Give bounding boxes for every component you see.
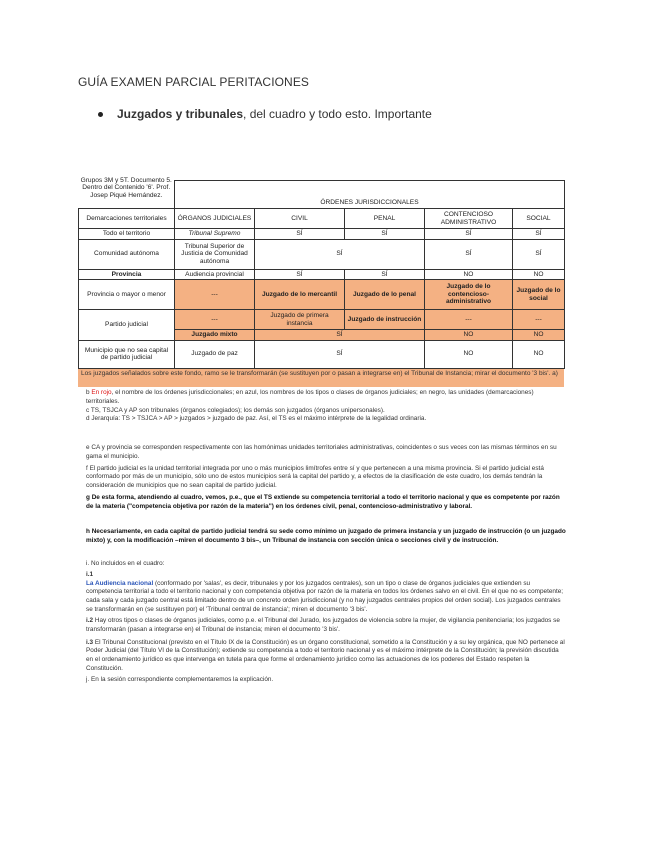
table-group-header: ÓRDENES JURISDICCIONALES xyxy=(175,181,565,209)
note-h-text: Necesariamente, en cada capital de partido judicial tendrá su sede como mínimo un juzgado de primera instancia y un juzgado de instrucción (o un juzgado mixto) y, con la modificación –miren el documento 3 bis–, un Tribunal de instancia con sección única o secciones civil y de instrucción. xyxy=(86,528,566,544)
note-d xyxy=(86,415,566,424)
table-row xyxy=(79,269,565,280)
table-row xyxy=(79,239,565,269)
cell-organo: Tribunal Supremo xyxy=(175,229,255,240)
col-header-social: SOCIAL xyxy=(513,209,565,229)
cell-social: SÍ xyxy=(513,239,565,269)
cell-penal: SÍ xyxy=(345,269,425,280)
note-f-label: f xyxy=(86,464,88,472)
cell-demarc: Comunidad autónoma xyxy=(79,239,175,269)
cell-penal: Juzgado de lo penal xyxy=(345,280,425,310)
notes-block-1 xyxy=(86,389,566,424)
cell-contencioso: --- xyxy=(425,310,513,330)
bullet-rest-text: , del cuadro y todo esto. Importante xyxy=(243,107,432,121)
cell-contencioso: NO xyxy=(425,340,513,368)
jurisdiction-table xyxy=(78,168,565,369)
note-c-label: c xyxy=(86,406,90,414)
cell-organo: --- xyxy=(175,280,255,310)
cell-contencioso: Juzgado de lo contencioso-administrativo xyxy=(425,280,513,310)
cell-penal: SÍ xyxy=(345,229,425,240)
note-i1 xyxy=(86,571,566,615)
table-row xyxy=(79,280,565,310)
note-i3-label: i.3 xyxy=(86,638,94,646)
note-j: j. En la sesión correspondiente complementaremos la explicación. xyxy=(86,675,274,683)
note-e-label: e xyxy=(86,444,90,451)
note-g xyxy=(86,494,566,512)
col-header-organos: ÓRGANOS JUDICIALES xyxy=(175,209,255,229)
cell-social: NO xyxy=(513,269,565,280)
cell-demarc: Provincia o mayor o menor xyxy=(79,280,175,310)
col-header-civil: CIVIL xyxy=(255,209,345,229)
table-caption: Grupos 3M y 5T. Documento 5. Dentro del Contenido '6'. Prof. Josep Piqué Hernández. xyxy=(80,176,172,199)
cell-contencioso: SÍ xyxy=(425,239,513,269)
cell-organo: Tribunal Superior de Justicia de Comunidad autónoma xyxy=(175,239,255,269)
note-b-label: b xyxy=(86,389,90,396)
notes-block-3 xyxy=(86,528,566,546)
note-i3 xyxy=(86,639,566,674)
cell-civil-penal: SÍ xyxy=(255,239,425,269)
cell-social: SÍ xyxy=(513,229,565,240)
strip-text: Los juzgados señalados sobre este fondo, ramo se le transformarán (se sustituyen por o pasan a integrarse en) el Tribunal de Instancia; mirar el documento '3 bis'. xyxy=(81,370,551,377)
note-d-text: Jerarquía: TS > TSJCA > AP > juzgados > juzgado de paz. Así, el TS es el máximo intérprete de la legalidad ordinaria. xyxy=(91,415,427,423)
note-i2-text: Hay otros tipos o clases de órganos judiciales, como p.e. el Tribunal del Jurado, los juzgados de violencia sobre la mujer, de vigilancia penitenciaria; los juzgados se transformarán (pasan a integrarse en) el Tribunal de instancia; miren el documento '3 bis'. xyxy=(86,616,560,633)
note-f xyxy=(86,465,566,491)
cell-social: NO xyxy=(513,340,565,368)
cell-civil: Juzgado de primera instancia xyxy=(255,310,345,330)
cell-civil: Juzgado de lo mercantil xyxy=(255,280,345,310)
note-c xyxy=(86,407,566,416)
cell-civil: SÍ xyxy=(255,269,345,280)
bullet-bold-text: Juzgados y tribunales xyxy=(117,107,244,121)
note-i1-blue: La Audiencia nacional xyxy=(86,579,154,587)
bullet-item xyxy=(98,107,432,121)
cell-civil-penal: SÍ xyxy=(255,340,425,368)
note-i: i. No incluidos en el cuadro: xyxy=(86,560,165,567)
cell-organo: --- xyxy=(175,310,255,330)
note-i2-label: i.2 xyxy=(86,616,94,624)
cell-organo: Juzgado mixto xyxy=(175,330,255,341)
cell-penal: Juzgado de instrucción xyxy=(345,310,425,330)
cell-organo: Juzgado de paz xyxy=(175,340,255,368)
note-d-label: d xyxy=(86,415,90,423)
cell-social: Juzgado de lo social xyxy=(513,280,565,310)
note-b xyxy=(86,389,566,407)
note-i2 xyxy=(86,617,566,635)
note-b-red: En rojo xyxy=(91,389,112,396)
col-header-demarcaciones: Demarcaciones territoriales xyxy=(79,209,175,229)
note-e xyxy=(86,444,566,462)
cell-demarc: Provincia xyxy=(79,269,175,280)
cell-demarc: Todo el territorio xyxy=(79,229,175,240)
note-c-text: TS, TSJCA y AP son tribunales (órganos colegiados); los demás son juzgados (órganos unipersonales). xyxy=(90,406,385,414)
table-row xyxy=(79,310,565,330)
note-i1-text: (conformado por 'salas', es decir, tribunales y por los juzgados centrales), son un tipo o clase de órganos judiciales que extienden su competencia territorial a todo el territorio nacional y con competencia objetiva por razón de la materia en todos los órdenes salvo en el civil. En el que no es competente; cada sala y cada juzgado central está limitado dentro de un concreto orden jurisdiccional (y no hay juzgados centrales propios del orden social). Los juzgados centrales se transformarán en (se sustituyen por) el 'Tribunal central de instancia'; miren el documento '3 bis'. xyxy=(86,579,564,614)
col-header-contencioso: CONTENCIOSO ADMINISTRATIVO xyxy=(425,209,513,229)
note-e-text: CA y provincia se corresponden respectivamente con las homónimas unidades territoriales administrativas, coincidentes o sus veces con las mismas términos en su gama el municipio. xyxy=(86,444,557,460)
jurisdiction-table-wrap xyxy=(78,168,564,369)
cell-contencioso: NO xyxy=(425,330,513,341)
cell-demarc: Municipio que no sea capital de partido judicial xyxy=(79,340,175,368)
cell-contencioso: SÍ xyxy=(425,229,513,240)
orange-note-strip xyxy=(78,369,564,387)
bullet-dot-icon xyxy=(98,112,103,117)
note-h-label: h xyxy=(86,528,90,535)
note-f-text: El partido judicial es la unidad territorial integrada por uno o más municipios limítrofes entre sí y que pertenecen a una misma provincia. Si el partido judicial está conformado por más de un municipio, sólo uno de estos municipios será la capital del partido y, a efectos de la clasificación de este cuadro, los demás tendrán la consideración de municipios que no sean capital de partido judicial. xyxy=(86,464,544,490)
cell-social: NO xyxy=(513,330,565,341)
page-title: GUÍA EXAMEN PARCIAL PERITACIONES xyxy=(78,75,310,89)
table-row xyxy=(79,229,565,240)
cell-civil-penal: SÍ xyxy=(255,330,425,341)
note-b-text: , el nombre de los órdenes jurisdiccionales; en azul, los nombres de los tipos o clases de órganos judiciales; en negro, las unidades (demarcaciones) territoriales. xyxy=(86,389,534,405)
notes-block-2 xyxy=(86,444,566,512)
note-g-label: g xyxy=(86,494,90,502)
cell-civil: SÍ xyxy=(255,229,345,240)
cell-social: --- xyxy=(513,310,565,330)
cell-contencioso: NO xyxy=(425,269,513,280)
cell-organo: Audiencia provincial xyxy=(175,269,255,280)
table-row xyxy=(79,340,565,368)
strip-label: a) xyxy=(552,370,558,377)
cell-demarc: Partido judicial xyxy=(79,310,175,341)
note-h xyxy=(86,528,566,546)
note-i3-text: El Tribunal Constitucional (previsto en el Título IX de la Constitución) es un órgano constitucional, sometido a la Constitución y a su ley orgánica, que NO pertenece al Poder Judicial (del Título VI de la Constitución); extiende su competencia a todo el territorio nacional y es el máximo intérprete de la Constitución; la previsión discutida en el ordenamiento jurídico es que intervenga en tutela para que forme el ordenamiento jurídico como las actuaciones de los poderes del Estado respeten la Constitución. xyxy=(86,638,565,673)
notes-block-4 xyxy=(86,560,566,685)
col-header-penal: PENAL xyxy=(345,209,425,229)
note-g-text: De esta forma, atendiendo al cuadro, vemos, p.e., que el TS extiende su competencia territorial a todo el territorio nacional y que es competente por razón de la materia ("competencia objetiva por razón de la materia") en los órdenes civil, penal, contencioso-administrativo y laboral. xyxy=(86,494,560,510)
note-i1-label: i.1 xyxy=(86,570,94,578)
